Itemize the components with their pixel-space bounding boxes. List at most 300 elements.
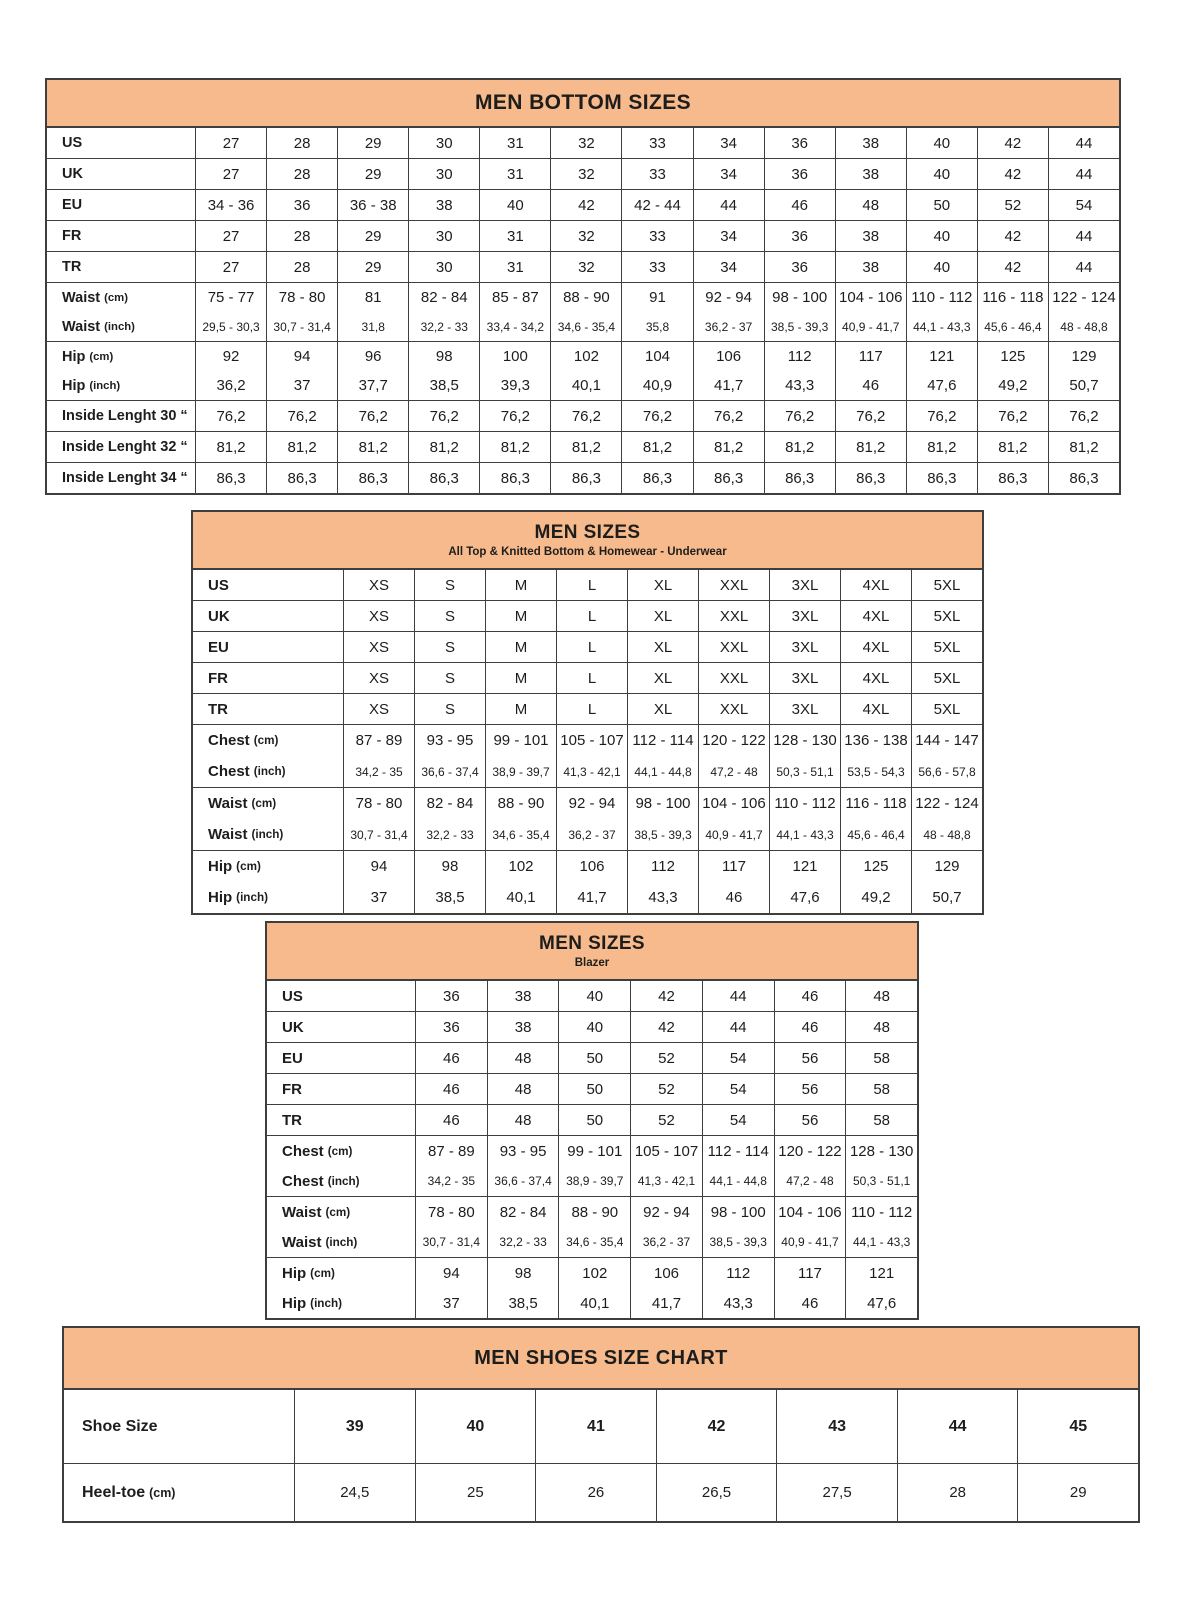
table-cell: 76,2	[764, 401, 835, 431]
row-group	[47, 341, 1119, 400]
table-cell: 41	[535, 1390, 656, 1463]
table-cell: 37	[343, 882, 414, 913]
table-cell: 38,5 - 39,3	[627, 819, 698, 850]
table-cell: 31,8	[337, 312, 408, 341]
table-cell: 45	[1017, 1390, 1138, 1463]
table-title: MEN BOTTOM SIZES	[474, 91, 692, 114]
table-cell: L	[556, 632, 627, 662]
table-cell: 32,2 - 33	[487, 1227, 559, 1257]
table-cell: 129	[911, 851, 982, 882]
row-label	[193, 725, 343, 756]
table-cell: 30	[408, 159, 479, 189]
table-row	[267, 1227, 917, 1257]
table-cell: 46	[835, 371, 906, 400]
table-cell: 112 - 114	[702, 1136, 774, 1166]
table-cell: 34,2 - 35	[343, 756, 414, 787]
table-row	[47, 432, 1119, 462]
table-cell: 32	[550, 159, 621, 189]
row-label-unit: (inch)	[104, 320, 135, 333]
row-label-text: TR	[62, 259, 82, 275]
table-cell: 36	[415, 1012, 487, 1042]
row-label	[47, 128, 195, 158]
row-group	[47, 400, 1119, 431]
table-cell: 3XL	[769, 663, 840, 693]
table-cell: 40,9 - 41,7	[774, 1227, 846, 1257]
table-cell: 75 - 77	[195, 283, 266, 312]
table-cell: 92 - 94	[556, 788, 627, 819]
row-label	[267, 1012, 415, 1042]
table-cell: 44,1 - 43,3	[769, 819, 840, 850]
table-body	[267, 981, 917, 1318]
table-cell: 28	[266, 159, 337, 189]
table-cell: 121	[769, 851, 840, 882]
table-cell: 144 - 147	[911, 725, 982, 756]
table-cell: 85 - 87	[479, 283, 550, 312]
table-cell: 39,3	[479, 371, 550, 400]
row-label	[193, 788, 343, 819]
table-cell: 42	[977, 159, 1048, 189]
row-label	[193, 819, 343, 850]
table-cell: 29	[1017, 1464, 1138, 1521]
table-cell: 37,7	[337, 371, 408, 400]
table-title: MEN SIZES	[538, 933, 645, 954]
row-label-text: FR	[62, 228, 82, 244]
table-cell: 38,5	[408, 371, 479, 400]
table-cell: 45,6 - 46,4	[977, 312, 1048, 341]
table-cell: 100	[479, 342, 550, 371]
table-cell: XS	[343, 694, 414, 724]
table-cell: XS	[343, 632, 414, 662]
table-cell: 27	[195, 128, 266, 158]
table-row	[193, 882, 982, 913]
row-group	[193, 693, 982, 724]
row-label-unit: (inch)	[253, 765, 286, 778]
table-cell: S	[414, 601, 485, 631]
row-label-text: TR	[282, 1111, 302, 1129]
table-cell: 26	[535, 1464, 656, 1521]
table-cell: 106	[693, 342, 764, 371]
table-cell: 36	[266, 190, 337, 220]
table-cell: 76,2	[693, 401, 764, 431]
table-title: MEN SHOES SIZE CHART	[474, 1346, 728, 1369]
table-cell: L	[556, 694, 627, 724]
table-cell: 42	[977, 221, 1048, 251]
table-cell: 92	[195, 342, 266, 371]
table-row	[64, 1464, 1138, 1521]
table-cell: 54	[702, 1105, 774, 1135]
row-label-unit: (cm)	[251, 797, 277, 810]
table-cell: 28	[897, 1464, 1018, 1521]
row-label-unit: (cm)	[325, 1205, 351, 1219]
table-cell: 3XL	[769, 632, 840, 662]
table-cell: 86,3	[408, 463, 479, 493]
row-label-text: Waist	[62, 318, 101, 335]
table-cell: 29	[337, 128, 408, 158]
table-cell: 54	[702, 1074, 774, 1104]
table-cell: 35,8	[621, 312, 692, 341]
table-cell: 88 - 90	[485, 788, 556, 819]
table-cell: 47,6	[906, 371, 977, 400]
row-label	[267, 1074, 415, 1104]
table-row	[193, 788, 982, 819]
table-cell: 47,2 - 48	[774, 1166, 846, 1196]
table-row	[193, 663, 982, 693]
table-cell: 78 - 80	[266, 283, 337, 312]
table-cell: 99 - 101	[485, 725, 556, 756]
table-cell: 52	[630, 1043, 702, 1073]
table-row	[267, 1074, 917, 1104]
row-label	[267, 1227, 415, 1257]
table-row	[193, 601, 982, 631]
table-header	[47, 80, 1119, 128]
table-cell: 78 - 80	[415, 1197, 487, 1227]
table-cell: 3XL	[769, 601, 840, 631]
row-label	[47, 252, 195, 282]
table-cell: 50,7	[911, 882, 982, 913]
table-cell: 34 - 36	[195, 190, 266, 220]
table-cell: 98	[408, 342, 479, 371]
table-cell: 98 - 100	[702, 1197, 774, 1227]
table-cell: 106	[556, 851, 627, 882]
table-cell: 32,2 - 33	[408, 312, 479, 341]
row-label-text: Chest	[208, 732, 250, 749]
table-cell: 78 - 80	[343, 788, 414, 819]
table-cell: 37	[266, 371, 337, 400]
row-label-text: FR	[208, 669, 228, 687]
table-cell: 46	[698, 882, 769, 913]
row-label-text: FR	[282, 1080, 302, 1098]
table-row	[267, 1258, 917, 1288]
table-cell: 86,3	[977, 463, 1048, 493]
table-cell: 128 - 130	[845, 1136, 917, 1166]
table-cell: 87 - 89	[343, 725, 414, 756]
table-cell: 104	[621, 342, 692, 371]
table-cell: 3XL	[769, 694, 840, 724]
row-label	[193, 851, 343, 882]
table-cell: 38,5 - 39,3	[764, 312, 835, 341]
table-cell: 38,5	[414, 882, 485, 913]
row-label-text: Hip	[62, 377, 86, 394]
table-cell: 31	[479, 159, 550, 189]
table-cell: 42	[630, 981, 702, 1011]
table-cell: 30	[408, 252, 479, 282]
table-row	[47, 252, 1119, 282]
table-cell: 44	[1048, 128, 1119, 158]
table-row	[267, 1105, 917, 1135]
table-cell: 81,2	[195, 432, 266, 462]
table-cell: M	[485, 570, 556, 600]
table-cell: 36	[764, 252, 835, 282]
table-cell: 38	[487, 981, 559, 1011]
table-cell: 105 - 107	[556, 725, 627, 756]
table-cell: 33,4 - 34,2	[479, 312, 550, 341]
table-cell: 58	[845, 1074, 917, 1104]
table-cell: 30	[408, 221, 479, 251]
table-cell: 91	[621, 283, 692, 312]
table-cell: 44,1 - 44,8	[627, 756, 698, 787]
row-label-text: Waist	[282, 1203, 322, 1221]
table-row	[267, 1288, 917, 1318]
row-label-text: Hip	[208, 858, 233, 875]
table-row	[193, 570, 982, 600]
table-cell: 102	[558, 1258, 630, 1288]
row-label-unit: (inch)	[325, 1235, 358, 1249]
table-cell: 4XL	[840, 694, 911, 724]
row-label-text: EU	[62, 197, 83, 213]
table-cell: 36	[764, 159, 835, 189]
table-row	[47, 371, 1119, 400]
row-label	[193, 756, 343, 787]
table-cell: 28	[266, 252, 337, 282]
table-cell: 30,7 - 31,4	[266, 312, 337, 341]
table-cell: 36	[764, 128, 835, 158]
table-cell: 81,2	[479, 432, 550, 462]
table-cell: 40	[906, 252, 977, 282]
table-row	[193, 756, 982, 787]
table-row	[47, 401, 1119, 431]
row-label	[193, 663, 343, 693]
table-cell: 36 - 38	[337, 190, 408, 220]
table-cell: 76,2	[479, 401, 550, 431]
table-cell: 41,7	[630, 1288, 702, 1318]
table-cell: 86,3	[621, 463, 692, 493]
table-cell: XS	[343, 570, 414, 600]
row-group	[267, 1011, 917, 1042]
row-label-unit: (cm)	[149, 1485, 176, 1500]
row-label-unit: (cm)	[327, 1144, 353, 1158]
row-label-text: Chest	[282, 1172, 324, 1190]
table-cell: 33	[621, 159, 692, 189]
table-row	[193, 725, 982, 756]
table-cell: 34	[693, 221, 764, 251]
row-group	[193, 662, 982, 693]
table-cell: 44	[897, 1390, 1018, 1463]
table-cell: 44	[693, 190, 764, 220]
table-cell: XXL	[698, 601, 769, 631]
table-cell: 40,1	[550, 371, 621, 400]
table-cell: 110 - 112	[845, 1197, 917, 1227]
table-cell: 50,3 - 51,1	[769, 756, 840, 787]
table-cell: 38	[835, 159, 906, 189]
table-cell: 33	[621, 128, 692, 158]
table-cell: 112	[764, 342, 835, 371]
row-label-text: Inside Lenght 34 “	[62, 470, 188, 486]
row-group	[47, 220, 1119, 251]
table-cell: 34	[693, 128, 764, 158]
table-row	[47, 463, 1119, 493]
table-cell: 42	[630, 1012, 702, 1042]
row-group	[47, 189, 1119, 220]
table-cell: 34,6 - 35,4	[550, 312, 621, 341]
table-cell: 93 - 95	[487, 1136, 559, 1166]
table-cell: 81,2	[621, 432, 692, 462]
table-row	[47, 342, 1119, 371]
table-cell: 32	[550, 221, 621, 251]
table-row	[47, 190, 1119, 220]
table-cell: 5XL	[911, 663, 982, 693]
table-cell: 5XL	[911, 570, 982, 600]
table-cell: 44	[702, 1012, 774, 1042]
table-cell: 25	[415, 1464, 536, 1521]
table-cell: 41,7	[693, 371, 764, 400]
table-cell: 86,3	[835, 463, 906, 493]
table-cell: 32	[550, 128, 621, 158]
row-label	[64, 1464, 294, 1521]
table-cell: 3XL	[769, 570, 840, 600]
table-cell: 4XL	[840, 601, 911, 631]
table-cell: 50	[558, 1043, 630, 1073]
table-men-shoes-size-chart	[62, 1326, 1140, 1523]
row-group	[64, 1390, 1138, 1463]
table-cell: 29,5 - 30,3	[195, 312, 266, 341]
row-label	[193, 882, 343, 913]
table-cell: 46	[415, 1043, 487, 1073]
row-label-text: EU	[208, 638, 229, 656]
table-cell: 43,3	[627, 882, 698, 913]
table-cell: 27	[195, 221, 266, 251]
table-men-sizes-top	[191, 510, 984, 915]
table-cell: 76,2	[1048, 401, 1119, 431]
table-cell: 81,2	[764, 432, 835, 462]
table-cell: 104 - 106	[774, 1197, 846, 1227]
row-group	[47, 251, 1119, 282]
table-subtitle: Blazer	[574, 957, 610, 969]
table-cell: 28	[266, 128, 337, 158]
table-cell: 38,9 - 39,7	[558, 1166, 630, 1196]
row-group	[267, 1257, 917, 1318]
table-cell: 76,2	[195, 401, 266, 431]
row-label	[47, 283, 195, 312]
table-cell: 94	[415, 1258, 487, 1288]
row-label-unit: (inch)	[251, 828, 284, 841]
table-row	[193, 851, 982, 882]
row-label-text: UK	[282, 1018, 304, 1036]
table-cell: M	[485, 601, 556, 631]
table-row	[193, 694, 982, 724]
table-cell: 76,2	[835, 401, 906, 431]
table-cell: 81,2	[266, 432, 337, 462]
row-group	[193, 570, 982, 600]
table-cell: 40,1	[558, 1288, 630, 1318]
table-cell: 86,3	[1048, 463, 1119, 493]
table-cell: 48	[845, 981, 917, 1011]
table-cell: 36	[415, 981, 487, 1011]
table-cell: S	[414, 694, 485, 724]
row-label-text: US	[208, 576, 229, 594]
table-cell: 40	[415, 1390, 536, 1463]
table-cell: 38,5	[487, 1288, 559, 1318]
table-cell: 44,1 - 43,3	[906, 312, 977, 341]
table-cell: XL	[627, 694, 698, 724]
table-row	[47, 283, 1119, 312]
row-group	[267, 1135, 917, 1196]
row-group	[267, 1073, 917, 1104]
row-label	[193, 570, 343, 600]
table-cell: 34,6 - 35,4	[558, 1227, 630, 1257]
row-label	[47, 371, 195, 400]
table-cell: 110 - 112	[906, 283, 977, 312]
row-label	[47, 159, 195, 189]
table-cell: 38	[487, 1012, 559, 1042]
table-cell: 47,6	[769, 882, 840, 913]
table-header	[64, 1328, 1138, 1390]
table-row	[267, 1166, 917, 1196]
table-cell: 46	[774, 1288, 846, 1318]
table-cell: 94	[343, 851, 414, 882]
table-cell: 5XL	[911, 632, 982, 662]
table-cell: 121	[845, 1258, 917, 1288]
row-label-text: US	[62, 135, 83, 151]
table-cell: 36,2 - 37	[556, 819, 627, 850]
table-cell: 53,5 - 54,3	[840, 756, 911, 787]
table-cell: 120 - 122	[698, 725, 769, 756]
row-label-unit: (cm)	[253, 734, 279, 747]
table-cell: L	[556, 601, 627, 631]
table-cell: 46	[774, 1012, 846, 1042]
row-label-text: EU	[282, 1049, 303, 1067]
row-label	[47, 463, 195, 493]
row-label-text: TR	[208, 700, 228, 718]
table-row	[267, 981, 917, 1011]
row-label-unit: (cm)	[310, 1266, 335, 1280]
table-men-bottom-sizes	[45, 78, 1121, 495]
table-cell: 43,3	[702, 1288, 774, 1318]
table-cell: 50	[558, 1105, 630, 1135]
table-cell: S	[414, 632, 485, 662]
table-cell: 40	[558, 1012, 630, 1042]
row-label-text: Chest	[208, 763, 250, 780]
table-cell: 104 - 106	[698, 788, 769, 819]
table-cell: 40	[479, 190, 550, 220]
table-cell: M	[485, 663, 556, 693]
table-cell: M	[485, 694, 556, 724]
table-cell: XL	[627, 632, 698, 662]
table-cell: 86,3	[266, 463, 337, 493]
table-cell: 50,3 - 51,1	[845, 1166, 917, 1196]
row-group	[47, 158, 1119, 189]
table-cell: 48	[487, 1043, 559, 1073]
table-cell: XS	[343, 601, 414, 631]
row-label	[267, 1136, 415, 1166]
table-cell: 29	[337, 159, 408, 189]
table-cell: 81,2	[1048, 432, 1119, 462]
table-cell: 5XL	[911, 694, 982, 724]
row-group	[193, 724, 982, 787]
table-cell: 86,3	[906, 463, 977, 493]
row-group	[267, 1196, 917, 1257]
table-cell: 46	[415, 1074, 487, 1104]
table-cell: 82 - 84	[414, 788, 485, 819]
row-label	[267, 1105, 415, 1135]
table-row	[47, 159, 1119, 189]
table-cell: 125	[977, 342, 1048, 371]
row-label	[267, 1258, 415, 1288]
table-cell: 121	[906, 342, 977, 371]
table-cell: 81,2	[408, 432, 479, 462]
table-cell: 98	[414, 851, 485, 882]
table-cell: 37	[415, 1288, 487, 1318]
table-cell: 40,9	[621, 371, 692, 400]
table-cell: 48	[835, 190, 906, 220]
table-cell: 110 - 112	[769, 788, 840, 819]
table-cell: XL	[627, 570, 698, 600]
table-cell: 36	[764, 221, 835, 251]
table-cell: 56	[774, 1105, 846, 1135]
row-label	[47, 342, 195, 371]
table-row	[47, 128, 1119, 158]
row-label-text: Waist	[208, 795, 248, 812]
table-cell: M	[485, 632, 556, 662]
